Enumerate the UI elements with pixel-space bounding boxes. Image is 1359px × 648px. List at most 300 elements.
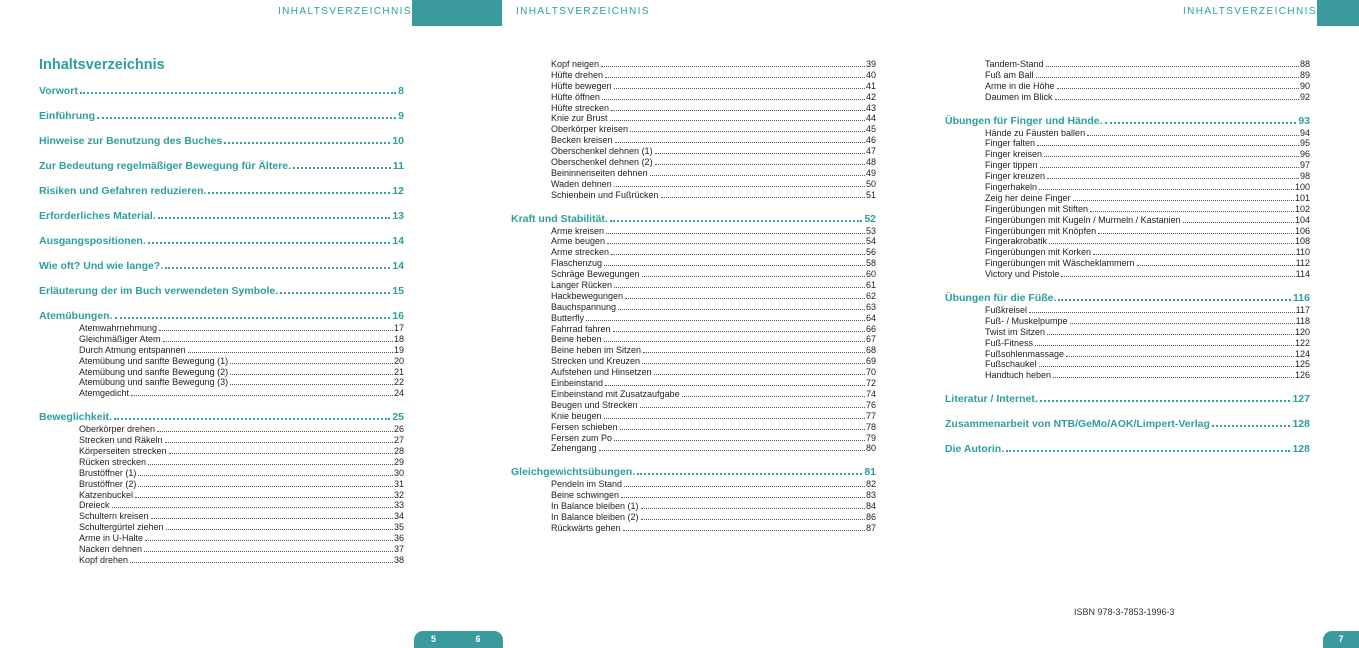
toc-entry-row[interactable] <box>511 334 876 345</box>
toc-entry-label: Zeig her deine Finger <box>985 192 1071 203</box>
toc-entry-row[interactable] <box>945 59 1310 70</box>
toc-section-row[interactable] <box>39 411 404 424</box>
toc-entry-label: Fahrrad fahren <box>551 323 611 334</box>
dot-leader <box>610 120 865 121</box>
toc-entry-page: 92 <box>1299 91 1310 102</box>
toc-entry-row[interactable] <box>511 356 876 367</box>
toc-entry-page: 67 <box>865 334 876 345</box>
dot-leader <box>148 242 391 244</box>
toc-entry-row[interactable] <box>945 204 1310 215</box>
toc-section-page: 52 <box>864 212 876 225</box>
toc-entry-row[interactable] <box>511 135 876 146</box>
toc-entry-row[interactable] <box>39 377 404 388</box>
dot-leader <box>165 267 390 269</box>
dot-leader <box>230 374 393 375</box>
toc-entry-label: Fingerübungen mit Korken <box>985 247 1092 258</box>
toc-entry-label: Fußkreisel <box>985 305 1028 316</box>
toc-entry-label: Gleichmäßiger Atem <box>79 333 161 344</box>
toc-entry-label: Strecken und Kreuzen <box>551 356 641 367</box>
dot-leader <box>188 352 393 353</box>
toc-entry-page: 89 <box>1299 69 1310 80</box>
dot-leader <box>606 233 865 234</box>
toc-entry-label: Hände zu Fäusten ballen <box>985 127 1086 138</box>
toc-entry-row[interactable] <box>39 522 404 533</box>
toc-entry-page: 33 <box>393 500 404 511</box>
toc-entry-label: Twist im Sitzen <box>985 326 1046 337</box>
dot-leader <box>1105 122 1297 124</box>
toc-entry-row[interactable] <box>945 193 1310 204</box>
toc-section-page: 14 <box>392 235 404 247</box>
dot-leader <box>611 110 865 111</box>
dot-leader <box>131 395 393 396</box>
toc-section-label: Kraft und Stabilität. <box>511 212 608 225</box>
toc-entry-page: 95 <box>1299 138 1310 149</box>
toc-entry-label: Beugen und Strecken <box>551 399 638 410</box>
dot-leader <box>293 167 391 169</box>
dot-leader <box>1040 400 1291 402</box>
toc-entry-label: Fingerübungen mit Stiften <box>985 203 1089 214</box>
toc-entry-row[interactable] <box>945 171 1310 182</box>
toc-entry-row[interactable] <box>511 247 876 258</box>
toc-entry-row[interactable] <box>511 433 876 444</box>
toc-entry-row[interactable] <box>511 443 876 454</box>
toc-entry-row[interactable] <box>39 435 404 446</box>
toc-entry-page: 42 <box>865 91 876 102</box>
toc-section-row[interactable] <box>511 213 876 226</box>
dot-leader <box>1044 156 1299 157</box>
toc-entry-row[interactable] <box>945 338 1310 349</box>
toc-section-row[interactable] <box>39 210 404 223</box>
toc-entry-row[interactable] <box>39 367 404 378</box>
toc-entry-label: Oberkörper drehen <box>79 424 156 435</box>
toc-entry-label: Schultern kreisen <box>79 511 149 522</box>
toc-section-row[interactable] <box>39 160 404 173</box>
toc-entry-page: 28 <box>393 446 404 457</box>
page-7 <box>931 0 1359 648</box>
toc-entry-label: Brustöffner (1) <box>79 467 137 478</box>
dot-leader <box>655 153 865 154</box>
toc-entry-row[interactable] <box>511 59 876 70</box>
toc-entry-label: In Balance bleiben (2) <box>551 511 639 522</box>
toc-entry-label: Schräge Bewegungen <box>551 269 640 280</box>
dot-leader <box>135 497 393 498</box>
toc-entry-label: Finger tippen <box>985 160 1038 171</box>
toc-section-label: Übungen für die Füße. <box>945 292 1057 305</box>
toc-entry-label: Rückwärts gehen <box>551 522 621 533</box>
toc-entry-label: Tandem-Stand <box>985 59 1044 69</box>
toc-entry-label: Rücken strecken <box>79 456 147 467</box>
toc-entry-label: Atemübung und sanfte Bewegung (1) <box>79 355 229 366</box>
toc-section-row[interactable] <box>39 185 404 198</box>
toc-entry-row[interactable] <box>511 313 876 324</box>
toc-entry-page: 51 <box>865 189 876 200</box>
toc-entry-row[interactable] <box>511 190 876 201</box>
dot-leader <box>1039 189 1294 190</box>
toc-section-page: 13 <box>392 210 404 222</box>
toc-entry-page: 100 <box>1294 182 1310 193</box>
dot-leader <box>618 309 865 310</box>
dot-leader <box>642 363 865 364</box>
toc-entry-row[interactable] <box>39 388 404 399</box>
toc-entry-label: Fingerhakeln <box>985 182 1038 193</box>
toc-entry-page: 78 <box>865 421 876 432</box>
toc-section-page: 10 <box>392 135 404 147</box>
dot-leader <box>1090 211 1294 212</box>
toc-entry-row[interactable] <box>511 113 876 124</box>
toc-entry-row[interactable] <box>511 168 876 179</box>
toc-section-row[interactable] <box>39 235 404 248</box>
toc-entry-page: 21 <box>393 366 404 377</box>
toc-entry-page: 108 <box>1294 236 1310 247</box>
toc-entry-page: 66 <box>865 323 876 334</box>
toc-entry-row[interactable] <box>511 302 876 313</box>
toc-entry-page: 22 <box>393 377 404 388</box>
toc-entry-row[interactable] <box>945 236 1310 247</box>
dot-leader <box>654 374 865 375</box>
toc-entry-row[interactable] <box>511 411 876 422</box>
toc-entry-label: Fingerübungen mit Knöpfen <box>985 225 1097 236</box>
toc-entry-row[interactable] <box>511 81 876 92</box>
toc-entry-row[interactable] <box>39 490 404 501</box>
toc-section-label: Zusammenarbeit von NTB/GeMo/AOK/Limpert-Verlag <box>945 418 1210 431</box>
dot-leader <box>165 442 393 443</box>
toc-entry-row[interactable] <box>945 316 1310 327</box>
toc-entry-page: 82 <box>865 479 876 490</box>
toc-entry-row[interactable] <box>39 446 404 457</box>
toc-entry-row[interactable] <box>39 544 404 555</box>
running-header: INHALTSVERZEICHNIS <box>516 6 650 17</box>
toc-entry-page: 76 <box>865 399 876 410</box>
isbn-text: ISBN 978-3-7853-1996-3 <box>1074 607 1175 617</box>
toc-entry-row[interactable] <box>945 182 1310 193</box>
dot-leader <box>130 562 393 563</box>
dot-leader <box>607 243 865 244</box>
dot-leader <box>138 475 393 476</box>
toc-entry-label: Hüfte öffnen <box>551 91 600 102</box>
toc-entry-page: 112 <box>1295 258 1310 269</box>
toc-entry-row[interactable] <box>511 512 876 523</box>
toc-entry-row[interactable] <box>511 70 876 81</box>
toc-section-label: Übungen für Finger und Hände. <box>945 114 1103 127</box>
toc-entry-label: Victory und Pistole <box>985 269 1060 280</box>
page-6 <box>453 0 911 648</box>
toc-entry-page: 106 <box>1294 225 1310 236</box>
toc-entry-row[interactable] <box>511 400 876 411</box>
dot-leader <box>613 331 865 332</box>
toc-entry-page: 58 <box>865 258 876 269</box>
toc-entry-label: Handtuch heben <box>985 370 1052 381</box>
toc-entry-label: Arme in U-Halte <box>79 533 144 544</box>
dot-leader <box>1212 425 1291 427</box>
dot-leader <box>280 292 390 294</box>
toc-section-row[interactable] <box>945 292 1310 305</box>
toc-entry-row[interactable] <box>511 280 876 291</box>
toc-entry-page: 41 <box>865 80 876 91</box>
toc-section-row[interactable] <box>945 393 1310 406</box>
toc-entry-row[interactable] <box>511 345 876 356</box>
toc-entry-label: Arme strecken <box>551 247 610 258</box>
toc-entry-row[interactable] <box>39 468 404 479</box>
toc-entry-page: 104 <box>1294 214 1310 225</box>
toc-entry-row[interactable] <box>945 226 1310 237</box>
toc-entry-row[interactable] <box>945 349 1310 360</box>
toc-entry-label: Durch Atmung entspannen <box>79 344 186 355</box>
dot-leader <box>650 175 865 176</box>
toc-entry-page: 79 <box>865 432 876 443</box>
toc-section-page: 128 <box>1292 418 1310 431</box>
dot-leader <box>604 265 865 266</box>
dot-leader <box>642 276 865 277</box>
toc-entry-row[interactable] <box>945 81 1310 92</box>
dot-leader <box>1137 265 1295 266</box>
toc-entry-row[interactable] <box>511 124 876 135</box>
toc-entry-row[interactable] <box>511 389 876 400</box>
toc-entry-row[interactable] <box>39 533 404 544</box>
toc-entry-row[interactable] <box>945 359 1310 370</box>
toc-entry-row[interactable] <box>945 327 1310 338</box>
dot-leader <box>1057 88 1299 89</box>
dot-leader <box>1049 243 1294 244</box>
toc-section-page: 116 <box>1293 292 1310 305</box>
toc-entry-row[interactable] <box>945 149 1310 160</box>
toc-section-page: 14 <box>392 260 404 272</box>
toc-entry-label: Bauchspannung <box>551 301 617 312</box>
dot-leader <box>163 341 393 342</box>
dot-leader <box>1070 323 1295 324</box>
dot-leader <box>224 142 390 144</box>
toc-entry-row[interactable] <box>945 258 1310 269</box>
toc-entry-row[interactable] <box>945 138 1310 149</box>
toc-entry-row[interactable] <box>945 370 1310 381</box>
toc-section-row[interactable] <box>945 115 1310 128</box>
toc-entry-page: 62 <box>865 290 876 301</box>
toc-section-row[interactable] <box>39 285 404 298</box>
toc-entry-label: Dreieck <box>79 500 110 511</box>
toc-section-row[interactable] <box>945 418 1310 431</box>
toc-entry-row[interactable] <box>511 157 876 168</box>
toc-entry-row[interactable] <box>945 70 1310 81</box>
toc-section-row[interactable] <box>511 466 876 479</box>
toc-entry-label: Hüfte strecken <box>551 102 610 113</box>
toc-section-page: 15 <box>392 285 404 297</box>
toc-entry-row[interactable] <box>511 92 876 103</box>
toc-entry-label: Körperseiten strecken <box>79 446 167 457</box>
toc-entry-row[interactable] <box>39 500 404 511</box>
dot-leader <box>604 341 865 342</box>
toc-section-label: Ausgangspositionen. <box>39 235 146 247</box>
dot-leader <box>1047 178 1299 179</box>
toc-entry-page: 46 <box>865 135 876 146</box>
dot-leader <box>641 508 865 509</box>
toc-section-row[interactable] <box>39 110 404 123</box>
toc-section-label: Einführung <box>39 110 95 122</box>
toc-entry-page: 118 <box>1295 315 1310 326</box>
toc-entry-row[interactable] <box>511 501 876 512</box>
dot-leader <box>605 77 865 78</box>
toc-entry-label: Arme kreisen <box>551 225 605 236</box>
toc-entry-label: Fußschaukel <box>985 359 1037 370</box>
toc-entry-page: 101 <box>1294 192 1310 203</box>
toc-entry-label: Knie zur Brust <box>551 113 608 124</box>
toc-entry-page: 63 <box>865 301 876 312</box>
toc-entry-label: Atemgedicht <box>79 388 130 399</box>
toc-section-row[interactable] <box>39 310 404 323</box>
toc-entry-row[interactable] <box>511 422 876 433</box>
toc-entry-page: 125 <box>1294 359 1310 370</box>
dot-leader <box>610 220 862 222</box>
toc-entry-row[interactable] <box>945 247 1310 258</box>
toc-entry-label: Atemwahrnehmung <box>79 323 158 333</box>
toc-entry-row[interactable] <box>945 92 1310 103</box>
toc-entry-label: Fuß- / Muskelpumpe <box>985 315 1068 326</box>
toc-section-label: Zur Bedeutung regelmäßiger Bewegung für Ältere. <box>39 160 292 172</box>
dot-leader <box>1029 312 1295 313</box>
dot-leader <box>97 117 396 119</box>
toc-entry-row[interactable] <box>511 258 876 269</box>
toc-entry-label: Katzenbuckel <box>79 489 134 500</box>
dot-leader <box>682 396 865 397</box>
page-number-badge: 7 <box>1323 631 1359 648</box>
toc-entry-label: Beine heben im Sitzen <box>551 345 642 356</box>
toc-entry-label: Hackbewegungen <box>551 290 624 301</box>
toc-entry-row[interactable] <box>511 103 876 114</box>
dot-leader <box>1053 377 1294 378</box>
toc-entry-page: 110 <box>1295 247 1310 258</box>
toc-entry-label: Butterfly <box>551 312 585 323</box>
dot-leader <box>661 197 865 198</box>
toc-entry-row[interactable] <box>511 269 876 280</box>
toc-entry-label: Beine schwingen <box>551 490 620 501</box>
dot-leader <box>614 88 865 89</box>
dot-leader <box>602 99 865 100</box>
toc-entry-page: 43 <box>865 102 876 113</box>
toc-entry-row[interactable] <box>945 160 1310 171</box>
toc-section-page: 127 <box>1292 393 1310 406</box>
toc-section-label: Hinweise zur Benutzung des Buches <box>39 135 223 147</box>
toc-entry-row[interactable] <box>39 323 404 334</box>
toc-entry-page: 27 <box>393 435 404 446</box>
toc-entry-page: 90 <box>1299 80 1310 91</box>
toc-entry-row[interactable] <box>511 479 876 490</box>
dot-leader <box>144 551 393 552</box>
toc-entry-label: Fuß am Ball <box>985 69 1034 80</box>
toc-entry-row[interactable] <box>511 378 876 389</box>
toc-entry-label: Finger falten <box>985 138 1036 149</box>
dot-leader <box>112 507 393 508</box>
toc-entry-page: 114 <box>1295 269 1310 280</box>
dot-leader <box>601 66 865 67</box>
dot-leader <box>630 131 865 132</box>
toc-section-row[interactable] <box>39 85 404 98</box>
toc-entry-row[interactable] <box>39 555 404 566</box>
toc-entry-page: 120 <box>1294 326 1310 337</box>
toc-entry-label: Zehengang <box>551 443 597 454</box>
toc-entry-label: Atemübung und sanfte Bewegung (3) <box>79 377 229 388</box>
toc-section-page: 93 <box>1298 114 1310 127</box>
toc-entry-row[interactable] <box>511 490 876 501</box>
toc-entry-label: In Balance bleiben (1) <box>551 501 639 512</box>
page-number-badge: 5 <box>414 631 453 648</box>
dot-leader <box>1098 233 1294 234</box>
toc-entry-label: Beine heben <box>551 334 602 345</box>
dot-leader <box>621 497 865 498</box>
toc-section-label: Erforderliches Material. <box>39 210 156 222</box>
toc-entry-row[interactable] <box>511 146 876 157</box>
dot-leader <box>1035 345 1294 346</box>
toc-title: Inhaltsverzeichnis <box>39 57 165 73</box>
toc-entry-label: Oberschenkel dehnen (1) <box>551 146 653 157</box>
toc-entry-page: 24 <box>393 388 404 399</box>
dot-leader <box>604 418 865 419</box>
toc-entry-page: 54 <box>865 236 876 247</box>
toc-entry-page: 126 <box>1294 370 1310 381</box>
toc-entry-row[interactable] <box>39 479 404 490</box>
toc-entry-row[interactable] <box>39 345 404 356</box>
toc-entry-row[interactable] <box>945 305 1310 316</box>
toc-entry-row[interactable] <box>945 128 1310 139</box>
toc-entry-row[interactable] <box>39 457 404 468</box>
toc-entry-label: Oberschenkel dehnen (2) <box>551 157 653 168</box>
toc-entry-label: Beininnenseiten dehnen <box>551 167 648 178</box>
toc-entry-label: Fersen schieben <box>551 421 618 432</box>
toc-section-label: Atemübungen. <box>39 310 113 322</box>
toc-entry-row[interactable] <box>945 269 1310 280</box>
dot-leader <box>1061 276 1294 277</box>
toc-entry-page: 122 <box>1294 337 1310 348</box>
toc-entry-row[interactable] <box>39 424 404 435</box>
toc-entry-page: 83 <box>865 490 876 501</box>
toc-entry-row[interactable] <box>39 511 404 522</box>
dot-leader <box>1058 299 1291 301</box>
toc-entry-row[interactable] <box>511 523 876 534</box>
toc-entry-row[interactable] <box>511 236 876 247</box>
toc-entry-row[interactable] <box>511 226 876 237</box>
toc-entry-row[interactable] <box>511 291 876 302</box>
dot-leader <box>159 330 393 331</box>
toc-section-row[interactable] <box>945 443 1310 456</box>
toc-entry-label: Einbeinstand mit Zusatzaufgabe <box>551 388 680 399</box>
dot-leader <box>655 164 865 165</box>
dot-leader <box>1036 77 1299 78</box>
dot-leader <box>624 486 865 487</box>
dot-leader <box>586 320 865 321</box>
dot-leader <box>208 192 390 194</box>
toc-entry-row[interactable] <box>39 356 404 367</box>
dot-leader <box>138 486 393 487</box>
toc-section-row[interactable] <box>39 135 404 148</box>
dot-leader <box>614 287 865 288</box>
toc-entry-row[interactable] <box>39 334 404 345</box>
toc-entry-page: 20 <box>393 355 404 366</box>
toc-entry-row[interactable] <box>511 324 876 335</box>
toc-entry-label: Fingerübungen mit Wäscheklammern <box>985 258 1135 269</box>
toc-entry-page: 48 <box>865 157 876 168</box>
toc-section-label: Die Autorin. <box>945 443 1005 456</box>
toc-entry-row[interactable] <box>945 215 1310 226</box>
toc-entry-page: 74 <box>865 388 876 399</box>
toc-section-row[interactable] <box>39 260 404 273</box>
toc-entry-row[interactable] <box>511 367 876 378</box>
toc-section-page: 12 <box>392 185 404 197</box>
toc-entry-label: Langer Rücken <box>551 280 613 291</box>
toc-column <box>945 59 1310 456</box>
toc-section-label: Wie oft? Und wie lange?. <box>39 260 164 272</box>
dot-leader <box>145 540 393 541</box>
toc-entry-row[interactable] <box>511 179 876 190</box>
toc-section-page: 8 <box>398 85 404 97</box>
toc-section-label: Beweglichkeit. <box>39 411 112 424</box>
toc-entry-page: 19 <box>393 344 404 355</box>
